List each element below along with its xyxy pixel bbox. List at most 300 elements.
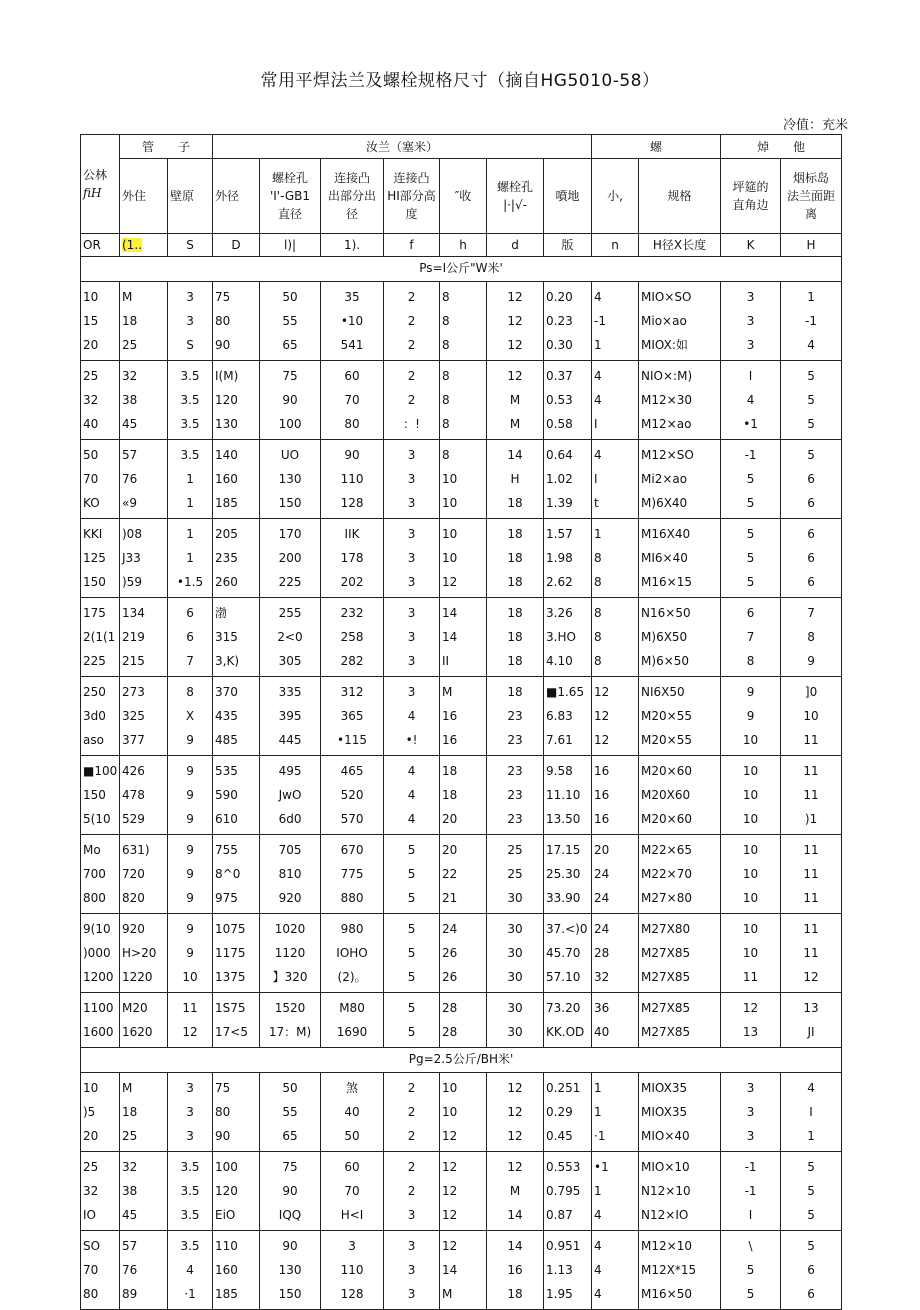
table-cell <box>487 677 544 756</box>
cell-value: 2 <box>407 338 416 352</box>
table-cell <box>260 282 321 361</box>
symbol-text-5: 1). <box>343 238 361 252</box>
table-cell <box>321 361 384 440</box>
cell-value: 160 <box>215 1263 238 1277</box>
cell-value: 8 <box>594 654 602 668</box>
cell-value: 175 <box>83 606 106 620</box>
cell-value: J33 <box>122 551 141 565</box>
cell-value: 17：M) <box>268 1025 312 1039</box>
cell-value: 18 <box>507 575 523 589</box>
cell-value: 10 <box>182 970 198 984</box>
cell-value: •1.5 <box>176 575 204 589</box>
symbol-6 <box>384 234 440 257</box>
cell-value: 11 <box>182 1001 198 1015</box>
cell-value: 1100 <box>83 1001 114 1015</box>
cell-value: 10 <box>442 1081 458 1095</box>
cell-value: 18 <box>122 1105 138 1119</box>
cell-value: 8 <box>594 551 602 565</box>
cell-value: 1 <box>186 472 194 486</box>
table-cell <box>721 677 781 756</box>
table-cell <box>384 756 440 835</box>
cell-value: I <box>594 472 598 486</box>
cell-value: 25 <box>83 369 99 383</box>
cell-value: 4 <box>407 709 416 723</box>
cell-value: 1620 <box>122 1025 153 1039</box>
table-cell <box>544 519 592 598</box>
cell-value: 7 <box>186 654 194 668</box>
cell-value: M16×50 <box>641 1287 692 1301</box>
cell-value: 3 <box>407 551 416 565</box>
table-cell <box>487 993 544 1048</box>
cell-value: 495 <box>278 764 302 778</box>
table-row-group <box>81 677 842 756</box>
cell-value: 18 <box>507 1287 523 1301</box>
table-cell <box>120 1231 168 1310</box>
cell-value: 30 <box>507 891 523 905</box>
cell-value: 258 <box>340 630 364 644</box>
table-cell <box>120 361 168 440</box>
cell-value: 33.90 <box>546 891 581 905</box>
table-row-group <box>81 1231 842 1310</box>
cell-value: X <box>185 709 195 723</box>
cell-value: 3.5 <box>180 393 200 407</box>
cell-value: I <box>809 1105 813 1119</box>
table-cell <box>639 519 721 598</box>
cell-value: 5 <box>407 970 416 984</box>
cell-value: 30 <box>507 1025 523 1039</box>
cell-value: 2<0 <box>277 630 303 644</box>
cell-value: N12×10 <box>641 1184 691 1198</box>
cell-value: 12 <box>442 1208 458 1222</box>
cell-value: 75 <box>282 1160 298 1174</box>
table-cell <box>592 835 639 914</box>
cell-value: 6.83 <box>546 709 573 723</box>
cell-value: M27X85 <box>641 1025 691 1039</box>
table-cell <box>544 282 592 361</box>
subheader-0: 外住 <box>120 159 168 234</box>
cell-value: 5 <box>407 843 416 857</box>
table-cell <box>213 993 260 1048</box>
cell-value: KK.OD <box>546 1025 585 1039</box>
cell-value: 55 <box>282 314 298 328</box>
table-cell <box>260 1231 321 1310</box>
table-cell <box>487 440 544 519</box>
table-cell <box>81 835 120 914</box>
cell-value: M20×55 <box>641 709 692 723</box>
cell-value: 100 <box>278 417 302 431</box>
cell-value: 1.39 <box>546 496 573 510</box>
cell-value: 3 <box>407 606 416 620</box>
symbol-text-0: OR <box>83 238 101 252</box>
cell-value: M12×SO <box>641 448 694 462</box>
cell-value: 1.98 <box>546 551 573 565</box>
cell-value: 1175 <box>215 946 246 960</box>
table-cell <box>721 598 781 677</box>
cell-value: N16×50 <box>641 606 691 620</box>
symbol-text-4: l)| <box>283 238 297 252</box>
cell-value: 1120 <box>274 946 306 960</box>
cell-value: 16 <box>594 788 610 802</box>
cell-value: 5(10 <box>83 812 111 826</box>
cell-value: 40 <box>594 1025 610 1039</box>
cell-value: 5 <box>807 393 815 407</box>
table-row-group <box>81 1073 842 1152</box>
table-cell <box>321 1231 384 1310</box>
cell-value: ]0 <box>804 685 818 699</box>
table-cell <box>592 756 639 835</box>
cell-value: 13 <box>742 1025 759 1039</box>
cell-value: 8 <box>442 417 450 431</box>
table-cell <box>81 440 120 519</box>
unit-note: 冷值：充米 <box>782 118 848 133</box>
table-cell <box>721 282 781 361</box>
cell-value: MIO×40 <box>641 1129 690 1143</box>
cell-value: 26 <box>442 946 458 960</box>
cell-value: 4 <box>594 1208 602 1222</box>
cell-value: 12 <box>594 709 610 723</box>
cell-value: )59 <box>122 575 142 589</box>
table-cell <box>81 677 120 756</box>
cell-value: 渤 <box>215 606 228 620</box>
table-cell <box>260 598 321 677</box>
cell-value: 775 <box>340 867 364 881</box>
cell-value: 8 <box>442 369 450 383</box>
table-cell <box>213 677 260 756</box>
cell-value: 3 <box>348 1239 356 1253</box>
symbol-1 <box>120 234 168 257</box>
cell-value: 26 <box>442 970 458 984</box>
cell-value: 810 <box>278 867 302 881</box>
table-cell <box>120 1152 168 1231</box>
cell-value: 3 <box>407 575 416 589</box>
cell-value: 4 <box>186 1263 194 1277</box>
cell-value: 9 <box>807 654 815 668</box>
cell-value: 10 <box>742 788 759 802</box>
table-cell <box>168 914 213 993</box>
header-nominal-line1: 公林 <box>83 168 108 182</box>
cell-value: 18 <box>122 314 138 328</box>
cell-value: 90 <box>282 393 298 407</box>
cell-value: M80 <box>339 1001 365 1015</box>
table-cell <box>721 519 781 598</box>
cell-value: 800 <box>83 891 106 905</box>
cell-value: 9(10 <box>83 922 111 936</box>
cell-value: 2 <box>407 314 416 328</box>
subheader-4: 连接凸 出部分出 径 <box>321 159 384 234</box>
cell-value: 60 <box>344 369 360 383</box>
cell-value: 8^0 <box>215 867 241 881</box>
cell-value: 10 <box>803 709 819 723</box>
cell-value: (2)。 <box>337 970 367 984</box>
cell-value: 28 <box>442 1025 458 1039</box>
symbol-text-9: 版 <box>561 238 574 252</box>
cell-value: ·1 <box>594 1129 606 1143</box>
cell-value: 1 <box>807 1129 815 1143</box>
cell-value: N12×IO <box>641 1208 689 1222</box>
cell-value: 232 <box>340 606 364 620</box>
cell-value: 150 <box>83 788 106 802</box>
cell-value: 50 <box>282 290 298 304</box>
cell-value: 12 <box>507 1081 523 1095</box>
table-row-group <box>81 282 842 361</box>
table-cell <box>168 993 213 1048</box>
cell-value: JI <box>807 1025 815 1039</box>
table-cell <box>168 677 213 756</box>
table-cell <box>81 282 120 361</box>
cell-value: 4 <box>594 1287 602 1301</box>
cell-value: 1 <box>594 527 602 541</box>
cell-value: 45.70 <box>546 946 581 960</box>
cell-value: MIO×10 <box>641 1160 690 1174</box>
table-cell <box>639 993 721 1048</box>
cell-value: 478 <box>122 788 145 802</box>
cell-value: 14 <box>507 448 523 462</box>
table-cell <box>592 914 639 993</box>
cell-value: 2 <box>407 1129 416 1143</box>
table-cell <box>321 756 384 835</box>
subheader-9: 小, <box>592 159 639 234</box>
table-cell <box>639 835 721 914</box>
cell-value: 18 <box>507 685 523 699</box>
table-cell <box>168 835 213 914</box>
symbol-7 <box>440 234 487 257</box>
cell-value: 80 <box>83 1287 99 1301</box>
table-cell <box>487 1073 544 1152</box>
subheader-2: 外径 <box>213 159 260 234</box>
cell-value: 150 <box>278 1287 302 1301</box>
cell-value: 5 <box>746 527 755 541</box>
cell-value: 1220 <box>122 970 153 984</box>
cell-value: 1 <box>186 527 194 541</box>
cell-value: M <box>509 1184 521 1198</box>
table-cell <box>81 1231 120 1310</box>
cell-value: 75 <box>282 369 298 383</box>
cell-value: 80 <box>215 1105 231 1119</box>
cell-value: 38 <box>122 1184 138 1198</box>
cell-value: 6 <box>807 575 815 589</box>
cell-value: 465 <box>340 764 364 778</box>
cell-value: 7 <box>807 606 815 620</box>
cell-value: 8 <box>594 575 602 589</box>
cell-value: M <box>442 1287 453 1301</box>
cell-value: 570 <box>340 812 364 826</box>
table-cell <box>721 361 781 440</box>
cell-value: 11 <box>803 764 819 778</box>
table-cell <box>592 993 639 1048</box>
cell-value: 18 <box>507 606 523 620</box>
cell-value: 670 <box>340 843 364 857</box>
cell-value: 18 <box>507 630 523 644</box>
cell-value: M27×80 <box>641 891 692 905</box>
cell-value: 24 <box>442 922 458 936</box>
table-cell <box>384 1231 440 1310</box>
table-cell <box>321 440 384 519</box>
cell-value: •1 <box>594 1160 609 1174</box>
table-cell <box>639 282 721 361</box>
table-cell <box>440 756 487 835</box>
cell-value: M12X*15 <box>641 1263 697 1277</box>
cell-value: 20 <box>442 843 458 857</box>
cell-value: 0.251 <box>546 1081 581 1095</box>
table-cell <box>487 361 544 440</box>
table-cell <box>781 993 842 1048</box>
header-group-flange: 汝兰（塞米） <box>213 135 592 159</box>
cell-value: 185 <box>215 496 238 510</box>
cell-value: 610 <box>215 812 238 826</box>
cell-value: 11 <box>803 788 819 802</box>
cell-value: 18 <box>442 788 458 802</box>
table-cell <box>544 677 592 756</box>
subheader-8: 噴地 <box>544 159 592 234</box>
cell-value: 0.951 <box>546 1239 581 1253</box>
cell-value: 700 <box>83 867 106 881</box>
cell-value: 65 <box>282 338 298 352</box>
cell-value: 12 <box>507 369 523 383</box>
symbol-10 <box>592 234 639 257</box>
cell-value: 720 <box>122 867 145 881</box>
cell-value: 4 <box>594 1239 602 1253</box>
cell-value: S <box>186 338 194 352</box>
cell-value: IO <box>83 1208 96 1222</box>
table-cell <box>440 1073 487 1152</box>
cell-value: 10 <box>442 1105 458 1119</box>
cell-value: 8 <box>442 338 450 352</box>
cell-value: 90 <box>215 1129 231 1143</box>
cell-value: 1020 <box>274 922 306 936</box>
table-cell <box>81 993 120 1048</box>
table-cell <box>384 440 440 519</box>
cell-value: NIO×:M) <box>641 369 693 383</box>
subheader-1: 壁原 <box>168 159 213 234</box>
table-cell <box>487 1231 544 1310</box>
cell-value: •! <box>405 733 418 747</box>
cell-value: 12 <box>442 575 458 589</box>
cell-value: JwO <box>278 788 302 802</box>
cell-value: 3.5 <box>180 1160 200 1174</box>
cell-value: 3 <box>186 314 194 328</box>
cell-value: 12 <box>442 1184 458 1198</box>
header-nominal <box>81 135 120 234</box>
table-cell <box>544 1073 592 1152</box>
table-cell <box>168 282 213 361</box>
table-cell <box>781 1231 842 1310</box>
table-cell <box>213 1073 260 1152</box>
table-cell <box>487 756 544 835</box>
table-cell <box>544 440 592 519</box>
cell-value: 4.10 <box>546 654 573 668</box>
cell-value: 1 <box>186 551 194 565</box>
cell-value: 32 <box>83 393 99 407</box>
cell-value: 18 <box>507 496 523 510</box>
cell-value: 110 <box>340 472 364 486</box>
table-cell <box>487 598 544 677</box>
table-cell <box>440 1231 487 1310</box>
cell-value: 5 <box>807 1239 815 1253</box>
cell-value: 25 <box>83 1160 99 1174</box>
cell-value: •10 <box>340 314 364 328</box>
table-cell <box>592 1073 639 1152</box>
table-row-group <box>81 440 842 519</box>
cell-value: -1 <box>744 1184 757 1198</box>
table-cell <box>592 1231 639 1310</box>
table-row-group <box>81 1152 842 1231</box>
cell-value: 12 <box>742 1001 759 1015</box>
cell-value: 14 <box>442 630 458 644</box>
table-cell <box>321 282 384 361</box>
subheader-3: 螺栓孔 'I'-GB1 直径 <box>260 159 321 234</box>
cell-value: 0.58 <box>546 417 573 431</box>
cell-value: 16 <box>507 1263 523 1277</box>
cell-value: 18 <box>507 654 523 668</box>
cell-value: 55 <box>282 1105 298 1119</box>
cell-value: 28 <box>594 946 610 960</box>
cell-value: 21 <box>442 891 458 905</box>
cell-value: 4 <box>594 369 602 383</box>
cell-value: 89 <box>122 1287 138 1301</box>
cell-value: 32 <box>594 970 610 984</box>
cell-value: 0.553 <box>546 1160 581 1174</box>
cell-value: 200 <box>278 551 302 565</box>
cell-value: 5 <box>407 867 416 881</box>
cell-value: IQQ <box>278 1208 302 1222</box>
symbol-11 <box>639 234 721 257</box>
table-row-group <box>81 598 842 677</box>
table-cell <box>384 361 440 440</box>
table-cell <box>260 361 321 440</box>
cell-value: 0.23 <box>546 314 573 328</box>
cell-value: 130 <box>278 472 302 486</box>
cell-value: 24 <box>594 867 610 881</box>
cell-value: Mio×ao <box>641 314 687 328</box>
cell-value: 13 <box>803 1001 819 1015</box>
table-cell <box>321 519 384 598</box>
cell-value: 37.<)0 <box>546 922 588 936</box>
cell-value: 1600 <box>83 1025 114 1039</box>
cell-value: 5 <box>407 946 416 960</box>
cell-value: \ <box>748 1239 753 1253</box>
cell-value: 60 <box>344 1160 360 1174</box>
subheader-12: 烟标岛 法兰面距 离 <box>781 159 842 234</box>
cell-value: 205 <box>215 527 238 541</box>
cell-value: 5 <box>407 891 416 905</box>
section-header: Ps=I公斤"W米' <box>81 257 842 282</box>
cell-value: Mi2×ao <box>641 472 688 486</box>
cell-value: 1 <box>807 290 815 304</box>
table-cell <box>544 835 592 914</box>
table-cell <box>544 756 592 835</box>
cell-value: 15 <box>83 314 99 328</box>
cell-value: M20×60 <box>641 764 692 778</box>
cell-value: 13.50 <box>546 812 581 826</box>
cell-value: 12 <box>507 338 523 352</box>
table-cell <box>260 519 321 598</box>
cell-value: 6 <box>807 551 815 565</box>
cell-value: 2 <box>407 1160 416 1174</box>
cell-value: 5 <box>807 1184 815 1198</box>
cell-value: 315 <box>215 630 238 644</box>
table-cell <box>781 677 842 756</box>
table-cell <box>781 1152 842 1231</box>
cell-value: 435 <box>215 709 238 723</box>
cell-value: 5 <box>807 417 815 431</box>
cell-value: 4 <box>594 290 602 304</box>
table-cell <box>440 677 487 756</box>
cell-value: -1 <box>744 448 757 462</box>
cell-value: 6 <box>807 1263 815 1277</box>
symbol-8 <box>487 234 544 257</box>
table-cell <box>260 677 321 756</box>
table-cell <box>639 756 721 835</box>
